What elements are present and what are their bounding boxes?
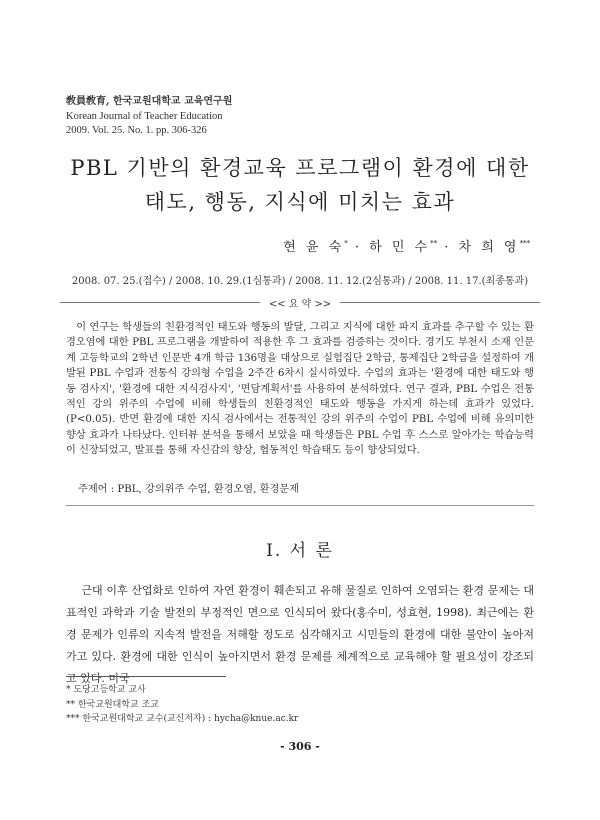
author-name: 차 희 영 xyxy=(458,240,520,255)
author-separator: · xyxy=(354,240,363,255)
intro-paragraph: 근대 이후 산업화로 인하여 자연 환경이 훼손되고 유해 물질로 인하여 오염되는 환경 문제는 대표적인 과학과 기술 발전의 부정적인 면으로 인식되어 왔다(홍수미, 성효현, 1998). 최근에는 환경 문제가 인류의 지속적 발전을 저해할 정도로 심각해지고 시민들의 환경에 대한 불안이 높아져 가고 있다. 환경에 대한 인식이 높아지면서 환경 문제를 체계적으로 교육해야 할 필요성이 강조되고 있다. 미국 xyxy=(66,584,534,685)
abstract-heading-label: << 요 약 >> xyxy=(268,299,332,310)
author-mark: * xyxy=(344,239,348,248)
footnote-divider xyxy=(66,676,226,677)
journal-name-korean: 敎員敎育, 한국교원대학교 교육연구원 xyxy=(66,96,233,107)
abstract-heading xyxy=(60,296,540,308)
journal-citation: 2009. Vol. 25. No. 1. pp. 306-326 xyxy=(66,125,207,136)
keywords-divider xyxy=(66,505,534,506)
title-line-1: PBL 기반의 환경교육 프로그램이 환경에 대한 xyxy=(70,156,530,180)
abstract-heading-rule-right xyxy=(340,302,540,303)
section-title: Ⅰ. 서 론 xyxy=(266,541,334,561)
footnote-item: *** 한국교원대학교 교수(교신저자) : hycha@knue.ac.kr xyxy=(66,714,299,724)
author-mark: ** xyxy=(430,239,438,248)
author-list xyxy=(283,236,530,255)
footnote-item: ** 한국교원대학교 조교 xyxy=(66,699,159,710)
review-dates: 2008. 07. 25.(접수) / 2008. 10. 29.(1심통과) / 2008. 11. 12.(2심통과) / 2008. 11. 17.(최종통과) xyxy=(71,276,529,287)
author-separator: · xyxy=(444,240,452,255)
journal-header xyxy=(66,95,232,139)
author-name: 현 윤 숙 xyxy=(283,240,345,255)
abstract-body xyxy=(66,320,534,459)
title-line-2: 태도, 행동, 지식에 미치는 효과 xyxy=(144,190,456,214)
intro-body xyxy=(66,580,534,690)
footnotes xyxy=(66,683,298,727)
journal-name-english: Korean Journal of Teacher Education xyxy=(66,110,223,122)
page-number: - 306 - xyxy=(280,740,320,753)
footnote-item: * 도당고등학교 교사 xyxy=(66,685,146,695)
abstract-paragraph: 이 연구는 학생들의 친환경적인 태도와 행동의 발달, 그리고 지식에 대한 파지 효과를 추구할 수 있는 환경오염에 대한 PBL 프로그램을 개발하여 적용한 후 그 효과를 검증하는 것이다. 경기도 부천시 소재 인문계 고등학교의 2학년 인문반 4개 학급 136명을 대상으로 실험집단 2학급, 통제집단 2학급을 설정하여 개발된 PBL 수업과 전통식 강의형 수업을 2주간 6차시 실시하였다. 수업의 효과는 '환경에 대한 태도와 행동 검사지', '환경에 대한 지식검사지', '면담계획서'를 사용하여 분석하였다. 연구 결과, PBL 수업은 전통적인 강의 위주의 수업에 비해 학생들의 친환경적인 태도와 행동을 가지게 하는데 효과가 있었다.(P<0.05). 반면 환경에 대한 지식 검사에서는 전통적인 강의 위주의 수업이 PBL 수업에 비해 유의미한 향상 효과가 나타났다. 인터뷰 분석을 통해서 보았을 때 학생들은 PBL 수업 후 스스로 알아가는 학습능력이 신장되었고, 발표를 통해 자신감의 향상, 협동적인 학습태도 등이 향상되었다. xyxy=(66,322,534,457)
author-mark: *** xyxy=(519,239,530,248)
author-name: 하 민 수 xyxy=(369,240,431,255)
keywords: 주제어 : PBL, 강의위주 수업, 환경오염, 환경문제 xyxy=(78,484,299,495)
